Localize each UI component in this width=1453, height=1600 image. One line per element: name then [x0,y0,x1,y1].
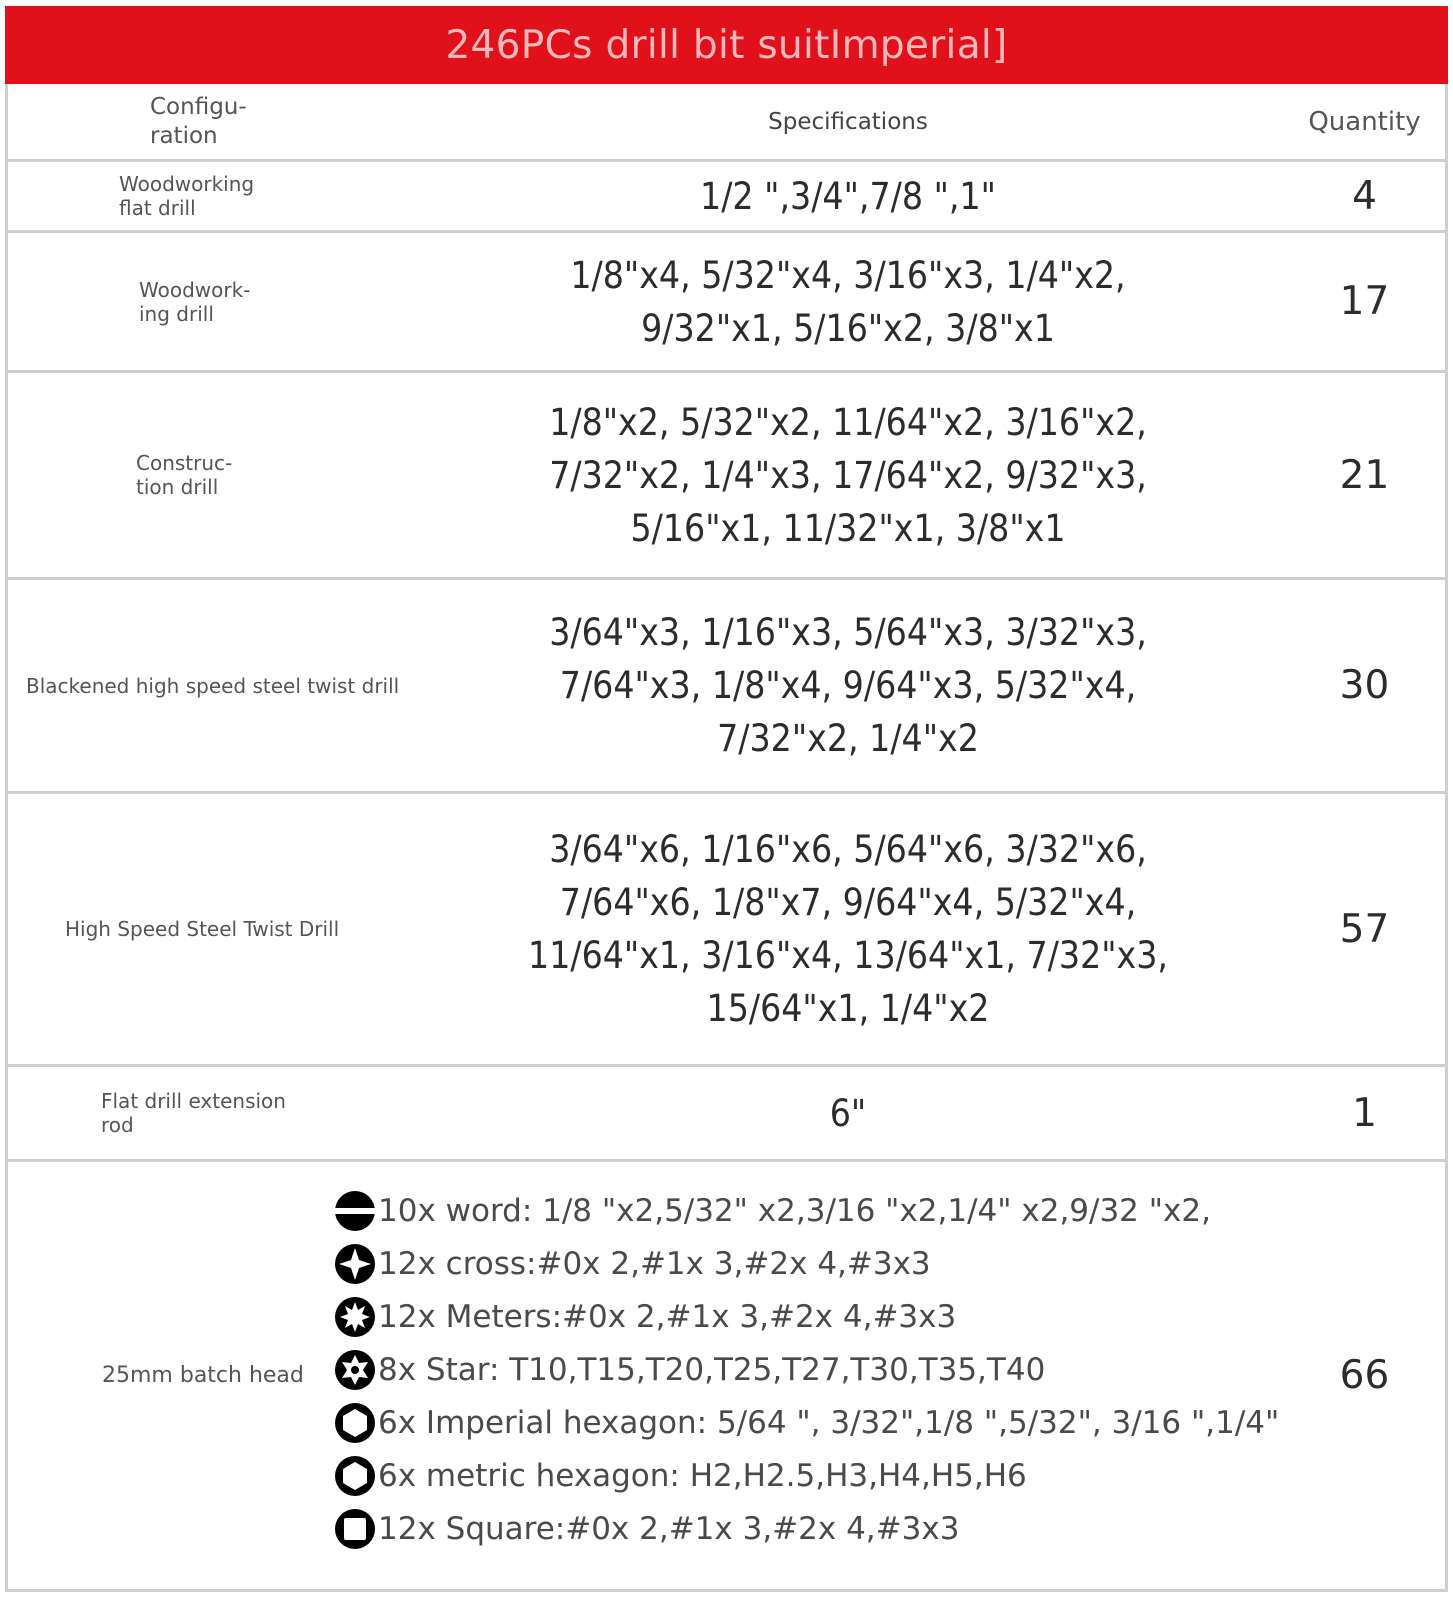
spec-cell [418,794,1278,1064]
slotted-bit-icon [333,1189,377,1233]
config-label-line: rod [101,1113,134,1137]
spec-line: 15/64"x1, 1/4"x2 [706,987,990,1030]
bit-text: 12x cross:#0x 2,#1x 3,#2x 4,#3x3 [378,1245,931,1282]
qty-value: 57 [1339,906,1390,952]
spec-text [528,823,1168,1035]
header-configuration-line: Configu- [150,93,247,120]
list-item [333,1343,1279,1396]
qty-cell [1278,233,1451,370]
title-banner [5,6,1448,84]
spec-line: 7/32"x2, 1/4"x2 [717,717,979,760]
metric-hexagon-bit-icon [333,1454,377,1498]
spec-line: 7/64"x6, 1/8"x7, 9/64"x4, 5/32"x4, [559,881,1137,924]
spec-line: 3/64"x6, 1/16"x6, 5/64"x6, 3/32"x6, [549,828,1147,871]
imperial-hexagon-bit-icon [333,1401,377,1445]
bit-text: 12x Square:#0x 2,#1x 3,#2x 4,#3x3 [378,1510,960,1547]
qty-value: 1 [1352,1090,1377,1136]
spec-text [700,170,996,223]
config-cell [8,794,418,1064]
phillips-cross-bit-icon [333,1242,377,1286]
config-label-line: High Speed Steel Twist Drill [65,917,340,941]
config-label [101,1089,286,1137]
config-label [119,172,254,220]
header-configuration-cell [8,84,418,159]
table-row [8,580,1445,794]
qty-cell [1278,162,1451,230]
qty-cell [1278,1162,1451,1589]
header-configuration [150,93,247,151]
spec-line: 11/64"x1, 3/16"x4, 13/64"x1, 7/32"x3, [528,934,1168,977]
header-quantity-cell [1278,84,1451,159]
list-item [333,1184,1279,1237]
spec-cell [418,233,1278,370]
config-label-line: ing drill [139,301,214,326]
spec-line: 1/8"x2, 5/32"x2, 11/64"x2, 3/16"x2, [549,400,1147,444]
config-cell [8,373,418,577]
config-label [65,917,339,941]
spec-line: 6" [829,1091,867,1135]
spec-cell [418,162,1278,230]
spec-cell [418,1067,1278,1159]
spec-line: 1/2 ",3/4",7/8 ",1" [700,174,996,218]
config-label-line: Blackened high speed steel twist drill [26,673,400,698]
qty-cell [1278,580,1451,791]
spec-cell [418,373,1278,577]
config-label-line: Flat drill extension [101,1089,286,1113]
config-label-line: tion drill [136,475,219,499]
spec-text [570,249,1125,355]
table-row-batch-head [8,1162,1445,1592]
bit-text: 12x Meters:#0x 2,#1x 3,#2x 4,#3x3 [378,1298,957,1335]
list-item [333,1237,1279,1290]
bit-text: 6x Imperial hexagon: 5/64 ", 3/32",1/8 ",5/32", 3/16 ",1/4" [378,1404,1280,1441]
header-quantity: Quantity [1308,106,1421,137]
config-label-line: flat drill [119,196,196,220]
config-cell [8,162,418,230]
spec-line: 7/32"x2, 1/4"x3, 17/64"x2, 9/32"x3, [549,453,1147,497]
qty-cell [1278,373,1451,577]
config-cell [8,1067,418,1159]
pozidriv-meters-bit-icon [333,1295,377,1339]
spec-line: 3/64"x3, 1/16"x3, 5/64"x3, 3/32"x3, [549,611,1147,654]
torx-star-bit-icon [333,1348,377,1392]
spec-line: 1/8"x4, 5/32"x4, 3/16"x3, 1/4"x2, [570,253,1126,297]
bit-text: 10x word: 1/8 "x2,5/32" x2,3/16 "x2,1/4" x2,9/32 "x2, [378,1192,1211,1229]
table-row [8,1067,1445,1162]
config-label: 25mm batch head [102,1362,304,1388]
qty-value: 66 [1339,1353,1390,1398]
table-row [8,162,1445,233]
spec-table [5,84,1448,1592]
qty-value: 30 [1339,663,1390,708]
spec-text [549,606,1147,765]
list-item [333,1449,1279,1502]
qty-value: 21 [1339,452,1390,498]
config-label-line: Woodworking [119,172,255,196]
list-item [333,1502,1279,1555]
spec-line: 7/64"x3, 1/8"x4, 9/64"x3, 5/32"x4, [559,664,1137,707]
table-header-row [8,84,1445,162]
qty-value: 4 [1352,173,1377,219]
bit-text: 8x Star: T10,T15,T20,T25,T27,T30,T35,T40 [378,1351,1046,1388]
qty-value: 17 [1339,279,1390,324]
header-specifications: Specifications [768,108,928,135]
spec-text [830,1087,866,1140]
config-label [26,674,399,698]
spec-cell [418,580,1278,791]
table-row [8,233,1445,373]
header-specifications-cell [418,84,1278,159]
config-label-line: Construc- [136,451,233,475]
square-bit-icon [333,1507,377,1551]
config-cell [8,233,418,370]
header-configuration-line: ration [150,122,218,149]
bit-text: 6x metric hexagon: H2,H2.5,H3,H4,H5,H6 [378,1457,1027,1494]
spec-line: 9/32"x1, 5/16"x2, 3/8"x1 [641,306,1055,350]
bit-list [333,1184,1279,1555]
list-item [333,1290,1279,1343]
config-label [136,451,232,499]
config-cell [8,580,418,791]
qty-cell [1278,1067,1451,1159]
table-row [8,794,1445,1067]
list-item [333,1396,1279,1449]
table-row [8,373,1445,580]
spec-text [549,396,1147,555]
page-title: 246PCs drill bit suitImperial] [445,22,1008,68]
spec-line: 5/16"x1, 11/32"x1, 3/8"x1 [630,506,1066,550]
config-label-line: Woodwork- [139,277,251,302]
config-label [139,278,250,326]
qty-cell [1278,794,1451,1064]
